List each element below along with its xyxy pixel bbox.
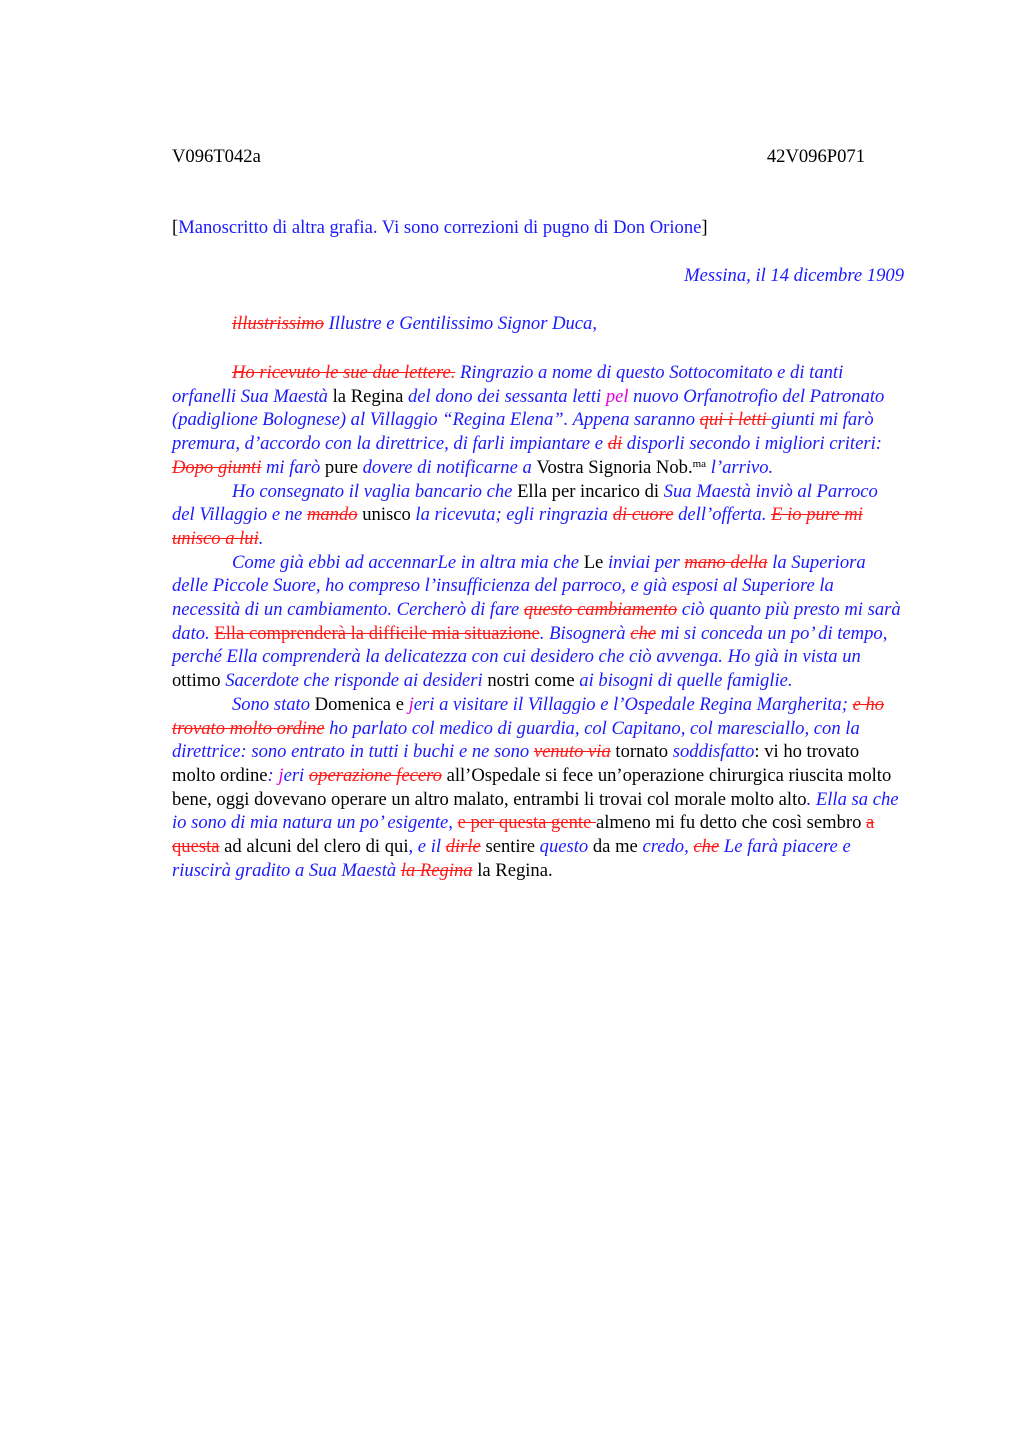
- original-text: Le farà piacere e riuscirà gradito a Sua Maestà: [172, 836, 851, 881]
- deleted-text: mando: [306, 504, 358, 526]
- original-text: .: [258, 527, 264, 549]
- correction-text: Ella per incarico di: [517, 480, 660, 502]
- original-text: dovere di notificarne a: [357, 456, 537, 478]
- correction-text: da me: [588, 836, 643, 858]
- original-text: . Bisognerà: [539, 622, 631, 644]
- original-text: questo: [539, 836, 589, 858]
- correction-text: ad alcuni del clero di qui: [219, 836, 409, 858]
- deleted-text: qui i letti: [699, 409, 772, 431]
- deleted-text: che: [630, 622, 656, 644]
- original-text: soddisfatto: [668, 741, 755, 763]
- correction-text: unisco: [357, 504, 411, 526]
- document-code-left: V096T042a: [172, 146, 261, 167]
- original-text: giunti mi farò premura, d’accordo con la direttrice, di farli impiantare e: [172, 409, 874, 455]
- correction-text: ottimo: [172, 670, 221, 692]
- original-text: , e il: [408, 836, 446, 858]
- deleted-text: Ella comprenderà la difficile mia situazione: [214, 622, 540, 644]
- uncertain-text: j: [278, 764, 284, 786]
- correction-text: pure: [324, 456, 358, 478]
- correction-text: sentire: [480, 836, 540, 858]
- original-text: eri a visitare il Villaggio e l’Ospedale Regina Margherita;: [413, 693, 853, 715]
- editorial-note: [172, 217, 708, 239]
- deleted-text: di: [607, 433, 623, 455]
- deleted-text: a questa: [172, 812, 875, 858]
- letter-body: [172, 361, 904, 882]
- original-text: ai bisogni di quelle famiglie.: [574, 670, 793, 692]
- document-header: [172, 146, 865, 170]
- original-text: del dono dei sessanta letti: [403, 385, 606, 407]
- correction-text: : vi ho trovato molto ordine: [172, 741, 860, 786]
- uncertain-text: pel: [605, 385, 629, 407]
- correction-text: Vostra Signoria Nob.: [536, 456, 693, 478]
- original-text: Ringrazio a nome di questo Sottocomitato e di tanti orfanelli Sua Maestà: [172, 362, 844, 407]
- original-text: mi si conceda un po’ di tempo, perché Ella comprenderà la delicatezza con cui desidero che ciò avvenga. Ho già in vista un: [172, 622, 888, 668]
- original-text: la Superiora delle Piccole Suore, ho compreso l’insufficienza del parroco, e già esposi al Superiore la necessità di un cambiamento. Cercherò di fare: [172, 551, 866, 621]
- letter-paragraph: [172, 551, 904, 693]
- original-text: disporli secondo i migliori criteri:: [622, 433, 882, 455]
- letter-paragraph: [172, 480, 904, 551]
- correction-text: Domenica e: [314, 693, 409, 715]
- date-line: Messina, il 14 dicembre 1909: [684, 265, 904, 286]
- correction-text: la Regina: [332, 385, 404, 407]
- deleted-text: Dopo giunti: [172, 456, 262, 478]
- correction-text: almeno mi fu detto che così sembro: [595, 812, 867, 834]
- note-text: Manoscritto di altra grafia. Vi sono correzioni di pugno di Don Orione: [178, 217, 702, 238]
- correction-text: Le: [583, 551, 604, 573]
- uncertain-text: j: [408, 693, 414, 715]
- correction-text: tornato: [610, 741, 669, 763]
- deleted-text: e ho trovato molto ordine: [172, 693, 885, 739]
- original-text: Sacerdote che risponde ai desideri: [220, 670, 488, 692]
- original-text: ho parlato col medico di guardia, col Capitano, col maresciallo, con la direttrice: sono entrato in tutti i buchi e ne sono: [172, 717, 860, 763]
- original-text: :: [267, 764, 279, 786]
- note-bracket-open: [: [172, 217, 179, 238]
- deleted-text: di cuore: [612, 504, 674, 526]
- original-text: l’arrivo.: [706, 456, 774, 478]
- letter-paragraph: [172, 361, 904, 480]
- deleted-text: la Regina: [400, 859, 473, 881]
- deleted-text: dirle: [445, 836, 481, 858]
- original-text: dell’offerta.: [673, 504, 772, 526]
- deleted-text: mano della: [684, 551, 768, 573]
- salutation-deleted: illustrissimo: [232, 313, 324, 334]
- original-text: Come già ebbi ad accennarLe in altra mia che: [232, 551, 584, 573]
- deleted-text: operazione fecero: [308, 764, 442, 786]
- document-code-right: 42V096P071: [766, 146, 865, 167]
- letter-paragraph: [172, 693, 904, 883]
- original-text: inviai per: [603, 551, 685, 573]
- correction-text: all’Ospedale si fece un’operazione chirurgica riuscita molto bene, oggi dovevano operare un altro malato, entrambi li trovai col morale molto alto: [172, 764, 892, 810]
- original-text: credo,: [642, 836, 694, 858]
- deleted-text: E io pure mi unisco a lui: [172, 504, 863, 549]
- original-text: mi farò: [261, 456, 325, 478]
- correction-text: la Regina.: [472, 859, 553, 881]
- original-text: Ho consegnato il vaglia bancario che: [232, 480, 518, 502]
- note-bracket-close: ]: [701, 217, 708, 238]
- deleted-text: e per questa gente: [457, 812, 596, 834]
- deleted-text: venuto via: [533, 741, 611, 763]
- original-text: nuovo Orfanotrofio del Patronato (padiglione Bolognese) al Villaggio “Regina Elena”. Appena saranno: [172, 385, 885, 431]
- superscript: ma: [692, 457, 707, 470]
- original-text: Sua Maestà inviò al Parroco del Villaggio e ne: [172, 480, 878, 526]
- deleted-text: questo cambiamento: [523, 599, 678, 621]
- correction-text: nostri come: [487, 670, 575, 692]
- original-text: ciò quanto più presto mi sarà dato.: [172, 599, 901, 644]
- deleted-text: che: [693, 836, 720, 858]
- original-text: la ricevuta; egli ringrazia: [410, 504, 613, 526]
- deleted-text: Ho ricevuto le sue due lettere.: [232, 362, 456, 383]
- original-text: eri: [283, 764, 309, 786]
- salutation: [232, 313, 597, 335]
- original-text: Sono stato: [232, 693, 315, 715]
- original-text: . Ella sa che io sono di mia natura un po’ esigente,: [172, 788, 899, 834]
- salutation-text: Illustre e Gentilissimo Signor Duca,: [323, 313, 598, 334]
